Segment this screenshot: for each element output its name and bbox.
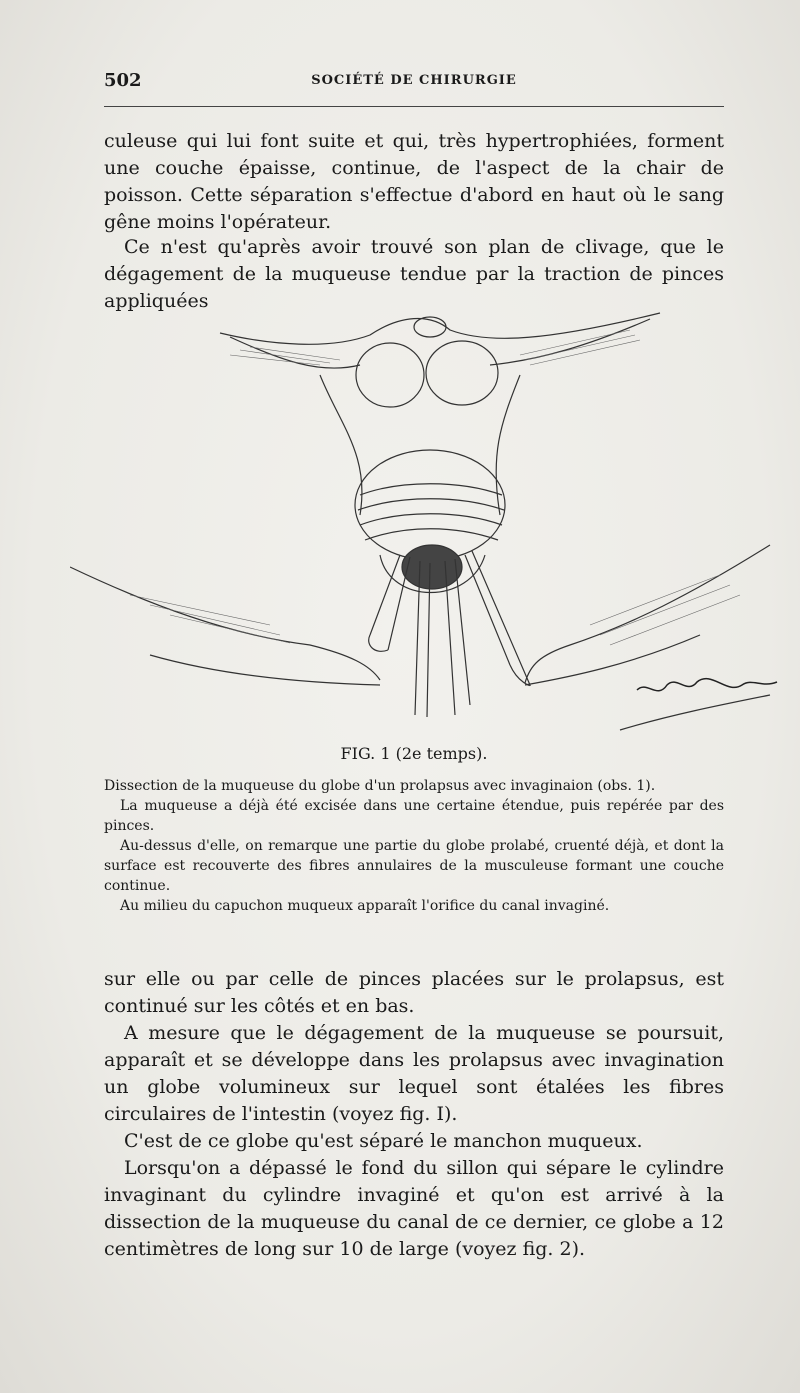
globe-fiber — [358, 499, 504, 510]
prolapse-globe — [355, 450, 505, 560]
paragraph-top-1: culeuse qui lui font suite et qui, très hypertrophiées, forment une couche épaisse, continue, de l'aspect de la chair de poisson. Cette séparation s'effectue d'abord en haut où le sang gêne moins l'opérateur. — [104, 130, 724, 233]
left-body-contour — [320, 375, 362, 515]
legend-line: Au milieu du capuchon muqueux apparaît l'orifice du canal invaginé. — [120, 898, 610, 914]
header-rule — [104, 106, 724, 107]
globe-fiber — [360, 484, 502, 495]
lower-left-contour — [150, 655, 380, 685]
hatching — [230, 347, 340, 365]
paragraph-top-2: Ce n'est qu'après avoir trouvé son plan de clivage, que le dégagement de la muqueuse tendue par la traction de pinces appliquées — [104, 236, 724, 312]
page-header — [104, 70, 724, 96]
hatching — [590, 575, 740, 645]
right-rounded-form — [426, 341, 498, 405]
signature-scribble-icon — [632, 660, 782, 720]
legend-line: La muqueuse a déjà été excisée dans une certaine étendue, puis repérée par des pinces. — [104, 798, 724, 834]
left-thigh-contour — [70, 567, 380, 680]
figure-legend — [104, 776, 724, 916]
globe-fiber — [360, 514, 502, 525]
upper-outline — [220, 313, 660, 344]
paragraph-bottom-4: Lorsqu'on a dépassé le fond du sillon qui sépare le cylindre invaginant du cylindre invaginé et qu'on est arrivé à la dissection de la muqueuse du canal de ce dernier, ce globe a 12 centimètres de long sur 10 de large (voyez fig. 2). — [104, 1157, 724, 1260]
left-rounded-form — [356, 343, 424, 407]
paragraph-bottom-2: A mesure que le dégagement de la muqueuse se poursuit, apparaît et se développe dans les prolapsus avec invagination un globe volumineux sur lequel sont étalées les fibres circulaires de l'intestin (voyez fig. I). — [104, 1022, 724, 1125]
hatching — [130, 595, 290, 643]
paragraph-bottom-3: C'est de ce globe qu'est séparé le manchon muqueux. — [124, 1130, 643, 1152]
globe-fiber — [365, 529, 498, 540]
running-title: SOCIÉTÉ DE CHIRURGIE — [311, 73, 517, 88]
legend-line: Dissection de la muqueuse du globe d'un prolapsus avec invaginaion (obs. 1). — [104, 778, 656, 794]
forceps-ring — [369, 635, 388, 651]
page-number: 502 — [104, 70, 142, 91]
artist-signature — [632, 660, 782, 740]
paragraph-bottom-1: sur elle ou par celle de pinces placées sur le prolapsus, est continué sur les côtés et en bas. — [104, 968, 724, 1017]
hatching — [520, 330, 640, 365]
legend-line: Au-dessus d'elle, on remarque une partie du globe prolabé, cruenté déjà, et dont la surface est recouverte des fibres annulaires de la musculeuse formant une couche continue. — [104, 838, 724, 894]
forceps — [465, 551, 530, 685]
figure-caption: FIG. 1 (2e temps). — [340, 744, 488, 763]
invaginated-canal-orifice — [402, 545, 462, 589]
right-upper-contour — [490, 319, 650, 365]
